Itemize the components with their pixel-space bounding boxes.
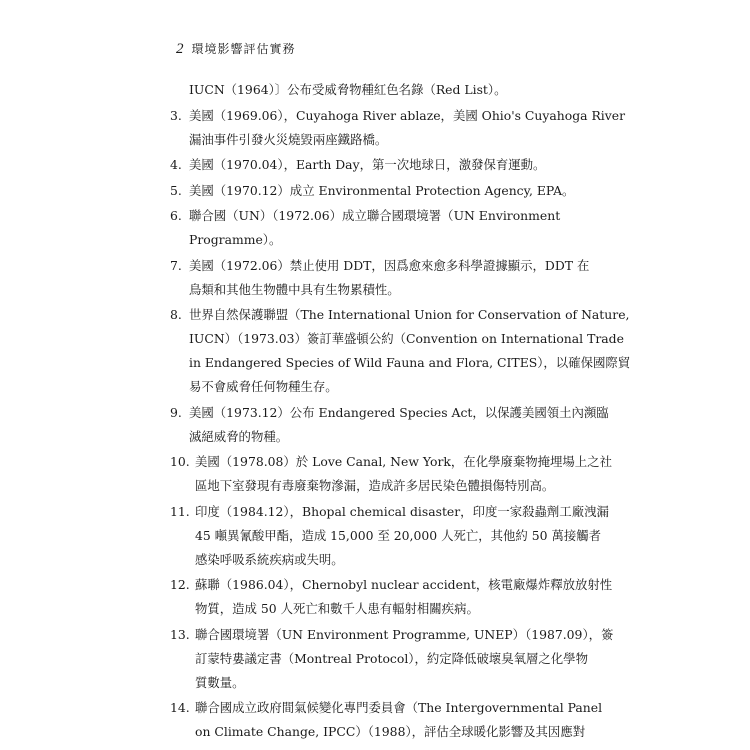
text-line: 美國（1972.06）禁止使用 DDT，因爲愈來愈多科學證據顯示，DDT 在 (189, 257, 590, 273)
item-number: 9. (170, 404, 182, 420)
text-line: 感染呼吸系統疾病或失明。 (195, 551, 344, 567)
text-line: 聯合國（UN）（1972.06）成立聯合國環境署（UN Environment (189, 208, 561, 223)
item-text (195, 623, 613, 695)
item-number: 4. (170, 157, 182, 172)
page-number: 2 (176, 41, 184, 57)
text-line: 滅絕威脅的物種。 (189, 428, 289, 444)
text-line: 美國（1973.12）公布 Endangered Species Act，以保護美國領土內瀕臨 (189, 404, 609, 420)
item-number: 8. (170, 307, 182, 322)
text-line: 美國（1970.12）成立 Environmental Protection Agency, EPA。 (189, 182, 575, 198)
text-line: 鳥類和其他生物體中具有生物累積性。 (189, 281, 400, 297)
list-item (170, 104, 626, 152)
list-item (170, 573, 613, 621)
item-text (195, 696, 602, 744)
item-text (195, 500, 609, 572)
item-text (195, 450, 612, 498)
text-line: IUCN）（1973.03）簽訂華盛頓公約（Convention on International Trade (189, 331, 624, 346)
text-line: 易不會威脅任何物種生存。 (189, 379, 338, 394)
item-number: 10. (170, 454, 190, 469)
text-line: 漏油事件引發火災燒毀兩座鐵路橋。 (189, 131, 388, 147)
text-line: 美國（1970.04），Earth Day，第一次地球日，激發保育運動。 (189, 157, 546, 172)
text-line: 印度（1984.12），Bhopal chemical disaster，印度一家殺蟲劑工廠洩漏 (195, 503, 609, 519)
running-title: 環境影響評估實務 (191, 42, 296, 56)
item-text (195, 573, 612, 621)
page-header (176, 40, 296, 58)
text-line: 聯合國成立政府間氣候變化專門委員會（The Intergovernmental Panel (195, 700, 603, 715)
text-line: 聯合國環境署（UN Environment Programme, UNEP）（1987.09），簽 (195, 626, 614, 642)
text-line: 45 噸異氰酸甲酯，造成 15,000 至 20,000 人死亡，其他約 50 萬接觸者 (195, 527, 602, 543)
item-text (189, 153, 582, 177)
list-item (170, 623, 614, 695)
text-line: 美國（1969.06），Cuyahoga River ablaze，美國 Ohio's Cuyahoga River (189, 107, 626, 123)
item-number: 13. (170, 626, 190, 642)
text-line: on Climate Change, IPCC）（1988），評估全球暖化影響及其因應對 (195, 724, 586, 739)
list-item (170, 696, 603, 744)
text-line: Programme）。 (189, 232, 282, 247)
list-item (170, 254, 590, 302)
continued-entry (170, 78, 582, 102)
item-number: 12. (170, 577, 190, 592)
list-item (170, 153, 582, 177)
item-text (189, 104, 625, 152)
text-line: 世界自然保護聯盟（The International Union for Conservation of Nature, (189, 307, 630, 322)
item-text (189, 204, 582, 252)
item-number: 7. (170, 257, 182, 273)
item-number: 14. (170, 700, 190, 715)
item-number: 5. (170, 182, 182, 198)
item-number: 3. (170, 107, 182, 123)
text-line: 質數量。 (195, 674, 245, 690)
text-line: in Endangered Species of Wild Fauna and Flora, CITES），以確保國際貿 (189, 355, 631, 370)
list-item (170, 303, 631, 399)
list-item (170, 204, 582, 252)
item-text (189, 303, 630, 399)
item-text (189, 401, 609, 449)
item-number: 11. (170, 503, 190, 519)
item-text (189, 254, 589, 302)
text-line: 區地下室發現有毒廢棄物滲漏，造成許多居民染色體損傷特別高。 (195, 478, 555, 493)
text-line: 物質，造成 50 人死亡和數千人患有輻射相關疾病。 (195, 601, 479, 616)
text-line: 美國（1978.08）於 Love Canal, New York，在化學廢棄物掩埋場上之社 (195, 454, 612, 469)
list-item (170, 450, 612, 498)
page-body (170, 78, 631, 746)
list-item (170, 179, 582, 203)
item-text (189, 179, 582, 203)
list-item (170, 500, 609, 572)
text-line: 訂蒙特婁議定書（Montreal Protocol），約定降低破壞臭氧層之化學物 (195, 650, 588, 666)
text-line: 蘇聯（1986.04），Chernobyl nuclear accident，核電廠爆炸釋放放射性 (195, 577, 613, 592)
item-number: 6. (170, 208, 182, 223)
text-line: IUCN（1964）〕公布受威脅物種紅色名錄（Red List）。 (189, 82, 507, 97)
list-item (170, 401, 609, 449)
